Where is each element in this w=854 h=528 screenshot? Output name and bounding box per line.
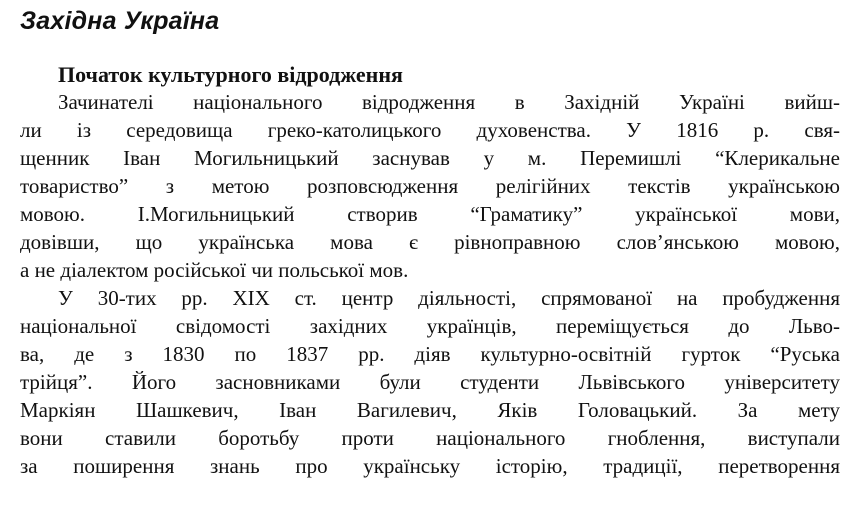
subsection-title: Початок культурного відродження	[58, 62, 403, 87]
text-line: ва, де з 1830 по 1837 рр. діяв культурно-освітній гурток “Руська	[20, 342, 840, 366]
text-line: Зачинателі національного відродження в Західній Україні вийш-	[58, 90, 840, 114]
paragraph-1	[20, 88, 840, 284]
text-line: У 30-тих рр. XIX ст. центр діяльності, спрямованої на пробудження	[58, 286, 840, 310]
text-line: за поширення знань про українську історію, традиції, перетворення	[20, 454, 840, 478]
text-line: мовою. І.Могильницький створив “Граматику” української мови,	[20, 202, 840, 226]
text-line: а не діалектом російської чи польської мов.	[20, 258, 409, 282]
text-line: ли із середовища греко-католицького духовенства. У 1816 р. свя-	[20, 118, 840, 142]
paragraph-2	[20, 284, 840, 480]
text-line: товариство” з метою розповсюдження релігійних текстів українською	[20, 174, 840, 198]
text-line: Маркіян Шашкевич, Іван Вагилевич, Яків Головацький. За мету	[20, 398, 840, 422]
text-line: трійця”. Його засновниками були студенти Львівського університету	[20, 370, 840, 394]
text-line: довівши, що українська мова є рівноправною слов’янською мовою,	[20, 230, 840, 254]
text-line: щенник Іван Могильницький заснував у м. Перемишлі “Клерикальне	[20, 146, 840, 170]
text-line: вони ставили боротьбу проти національного гноблення, виступали	[20, 426, 840, 450]
text-line: національної свідомості західних українців, переміщується до Льво-	[20, 314, 840, 338]
section-title: Західна Україна	[20, 7, 220, 35]
